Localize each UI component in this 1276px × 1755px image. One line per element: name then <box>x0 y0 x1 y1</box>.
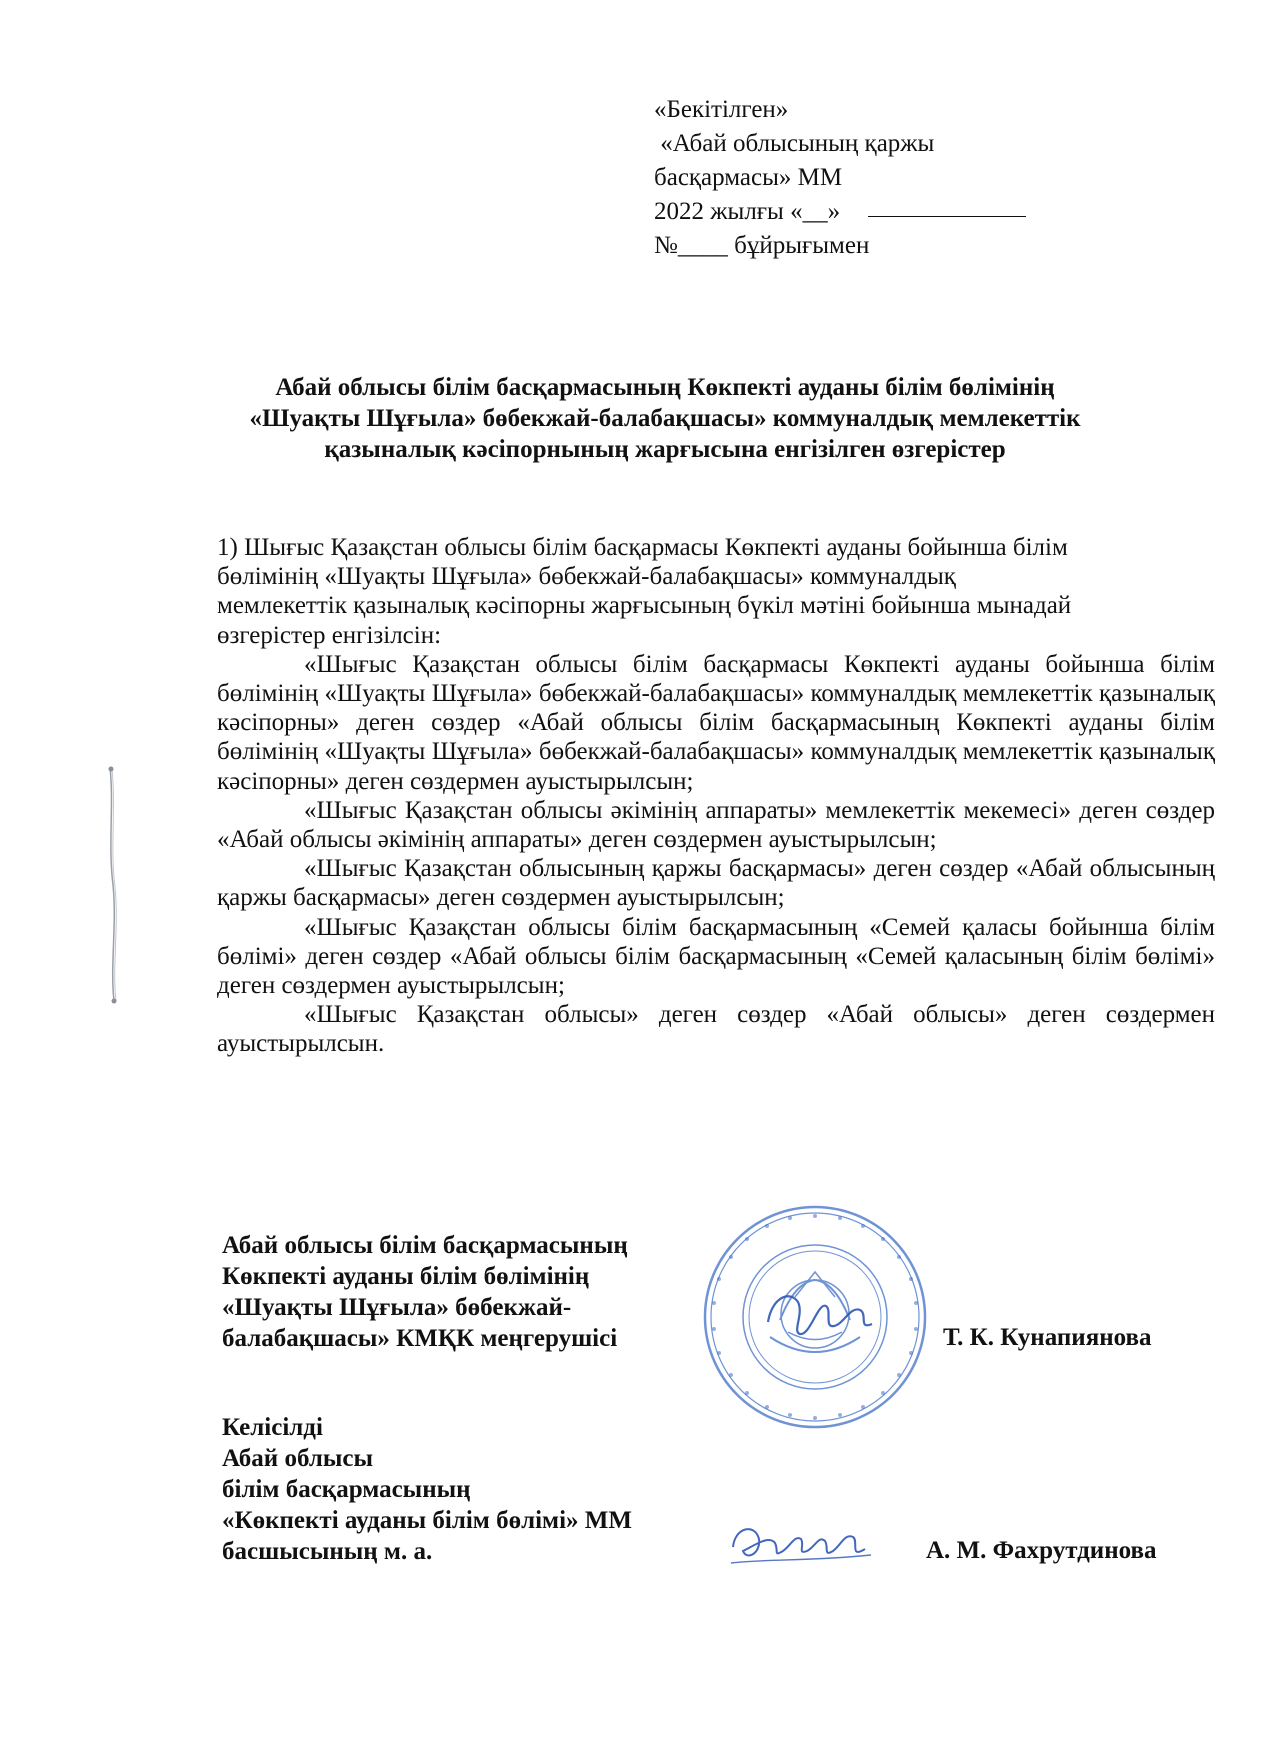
signer-line-4: балабақшасы» КМҚК меңгерушісі <box>222 1325 618 1352</box>
paragraph-1-line-2: бөлімінің «Шуақты Шұғыла» бөбекжай-балабақшасы» коммуналдық <box>217 563 956 591</box>
paragraph-3: «Шығыс Қазақстан облысы әкімінің аппараты» мемлекеттік мекемесі» деген сөздер «Абай облысы әкімінің аппараты» деген сөздермен ауыстырылсын; <box>217 796 1215 854</box>
agreed-line-4: «Көкпекті ауданы білім бөлімі» ММ <box>222 1507 632 1534</box>
paragraph-1-line-3: мемлекеттік қазыналық кәсіпорны жарғысының бүкіл мәтіні бойынша мынадай <box>217 592 1072 620</box>
binding-thread-icon <box>104 765 124 1005</box>
official-stamp-icon <box>700 1202 930 1432</box>
agreed-block <box>222 1412 782 1567</box>
approval-line-5: №____ бұйрығымен <box>654 232 870 259</box>
agreed-line-5: басшысының м. а. <box>222 1538 433 1565</box>
approval-block <box>654 93 1026 263</box>
document-body <box>217 533 1215 1059</box>
paragraph-6: «Шығыс Қазақстан облысы» деген сөздер «Абай облысы» деген сөздермен ауыстырылсын. <box>217 1001 1215 1058</box>
paragraph-1-line-1: 1) Шығыс Қазақстан облысы білім басқармасы Көкпекті ауданы бойынша білім <box>217 534 1068 561</box>
agreed-line-2: Абай облысы <box>222 1445 373 1472</box>
signature-blank-line <box>868 216 1026 217</box>
title-line-3: қазыналық кәсіпорнының жарғысына енгізілген өзгерістер <box>324 436 1006 463</box>
agreed-line-3: білім басқармасының <box>222 1476 471 1503</box>
paragraph-1 <box>217 533 1215 650</box>
paragraph-2: «Шығыс Қазақстан облысы білім басқармасы Көкпекті ауданы бойынша білім бөлімінің «Шуақты Шұғыла» бөбекжай-балабақшасы» коммуналдық мемлекеттік қазыналық кәсіпорны» деген сөздер «Абай облысы білім басқармасының Көкпекті ауданы білім бөлімінің «Шуақты Шұғыла» бөбекжай-балабақшасы» коммуналдық мемлекеттік қазыналық кәсіпорны» деген сөздермен ауыстырылсын; <box>217 650 1215 795</box>
signer-line-2: Көкпекті ауданы білім бөлімінің <box>222 1263 590 1290</box>
signer-line-3: «Шуақты Шұғыла» бөбекжай- <box>222 1294 572 1321</box>
paragraph-5: «Шығыс Қазақстан облысы білім басқармасының «Семей қаласы бойынша білім бөлімі» деген сөздер «Абай облысы білім басқармасының «Семей қаласының білім бөлімі» деген сөздермен ауыстырылсын; <box>217 913 1215 1000</box>
agreed-name: А. М. Фахрутдинова <box>926 1537 1157 1564</box>
approval-line-2: «Абай облысының қаржы <box>654 130 935 157</box>
document-title <box>215 372 1115 465</box>
approval-date-row <box>654 195 1026 229</box>
title-line-2: «Шуақты Шұғыла» бөбекжай-балабақшасы» коммуналдық мемлекеттік <box>249 405 1081 432</box>
title-line-1: Абай облысы білім басқармасының Көкпекті ауданы білім бөлімінің <box>275 374 1055 401</box>
signature-2-icon <box>725 1505 875 1575</box>
approval-line-3: басқармасы» ММ <box>654 164 843 191</box>
approval-line-1: «Бекітілген» <box>654 96 789 123</box>
agreed-line-1: Келісілді <box>222 1414 323 1441</box>
signer-name: Т. К. Кунапиянова <box>943 1324 1152 1351</box>
paragraph-4: «Шығыс Қазақстан облысының қаржы басқармасы» деген сөздер «Абай облысының қаржы басқармасы» деген сөздермен ауыстырылсын; <box>217 855 1215 912</box>
approval-line-4: 2022 жылғы «__» <box>654 198 841 225</box>
paragraph-1-line-4: өзгерістер енгізілсін: <box>217 621 442 649</box>
signer-line-1: Абай облысы білім басқармасының <box>222 1232 628 1259</box>
signer-block <box>222 1230 782 1354</box>
